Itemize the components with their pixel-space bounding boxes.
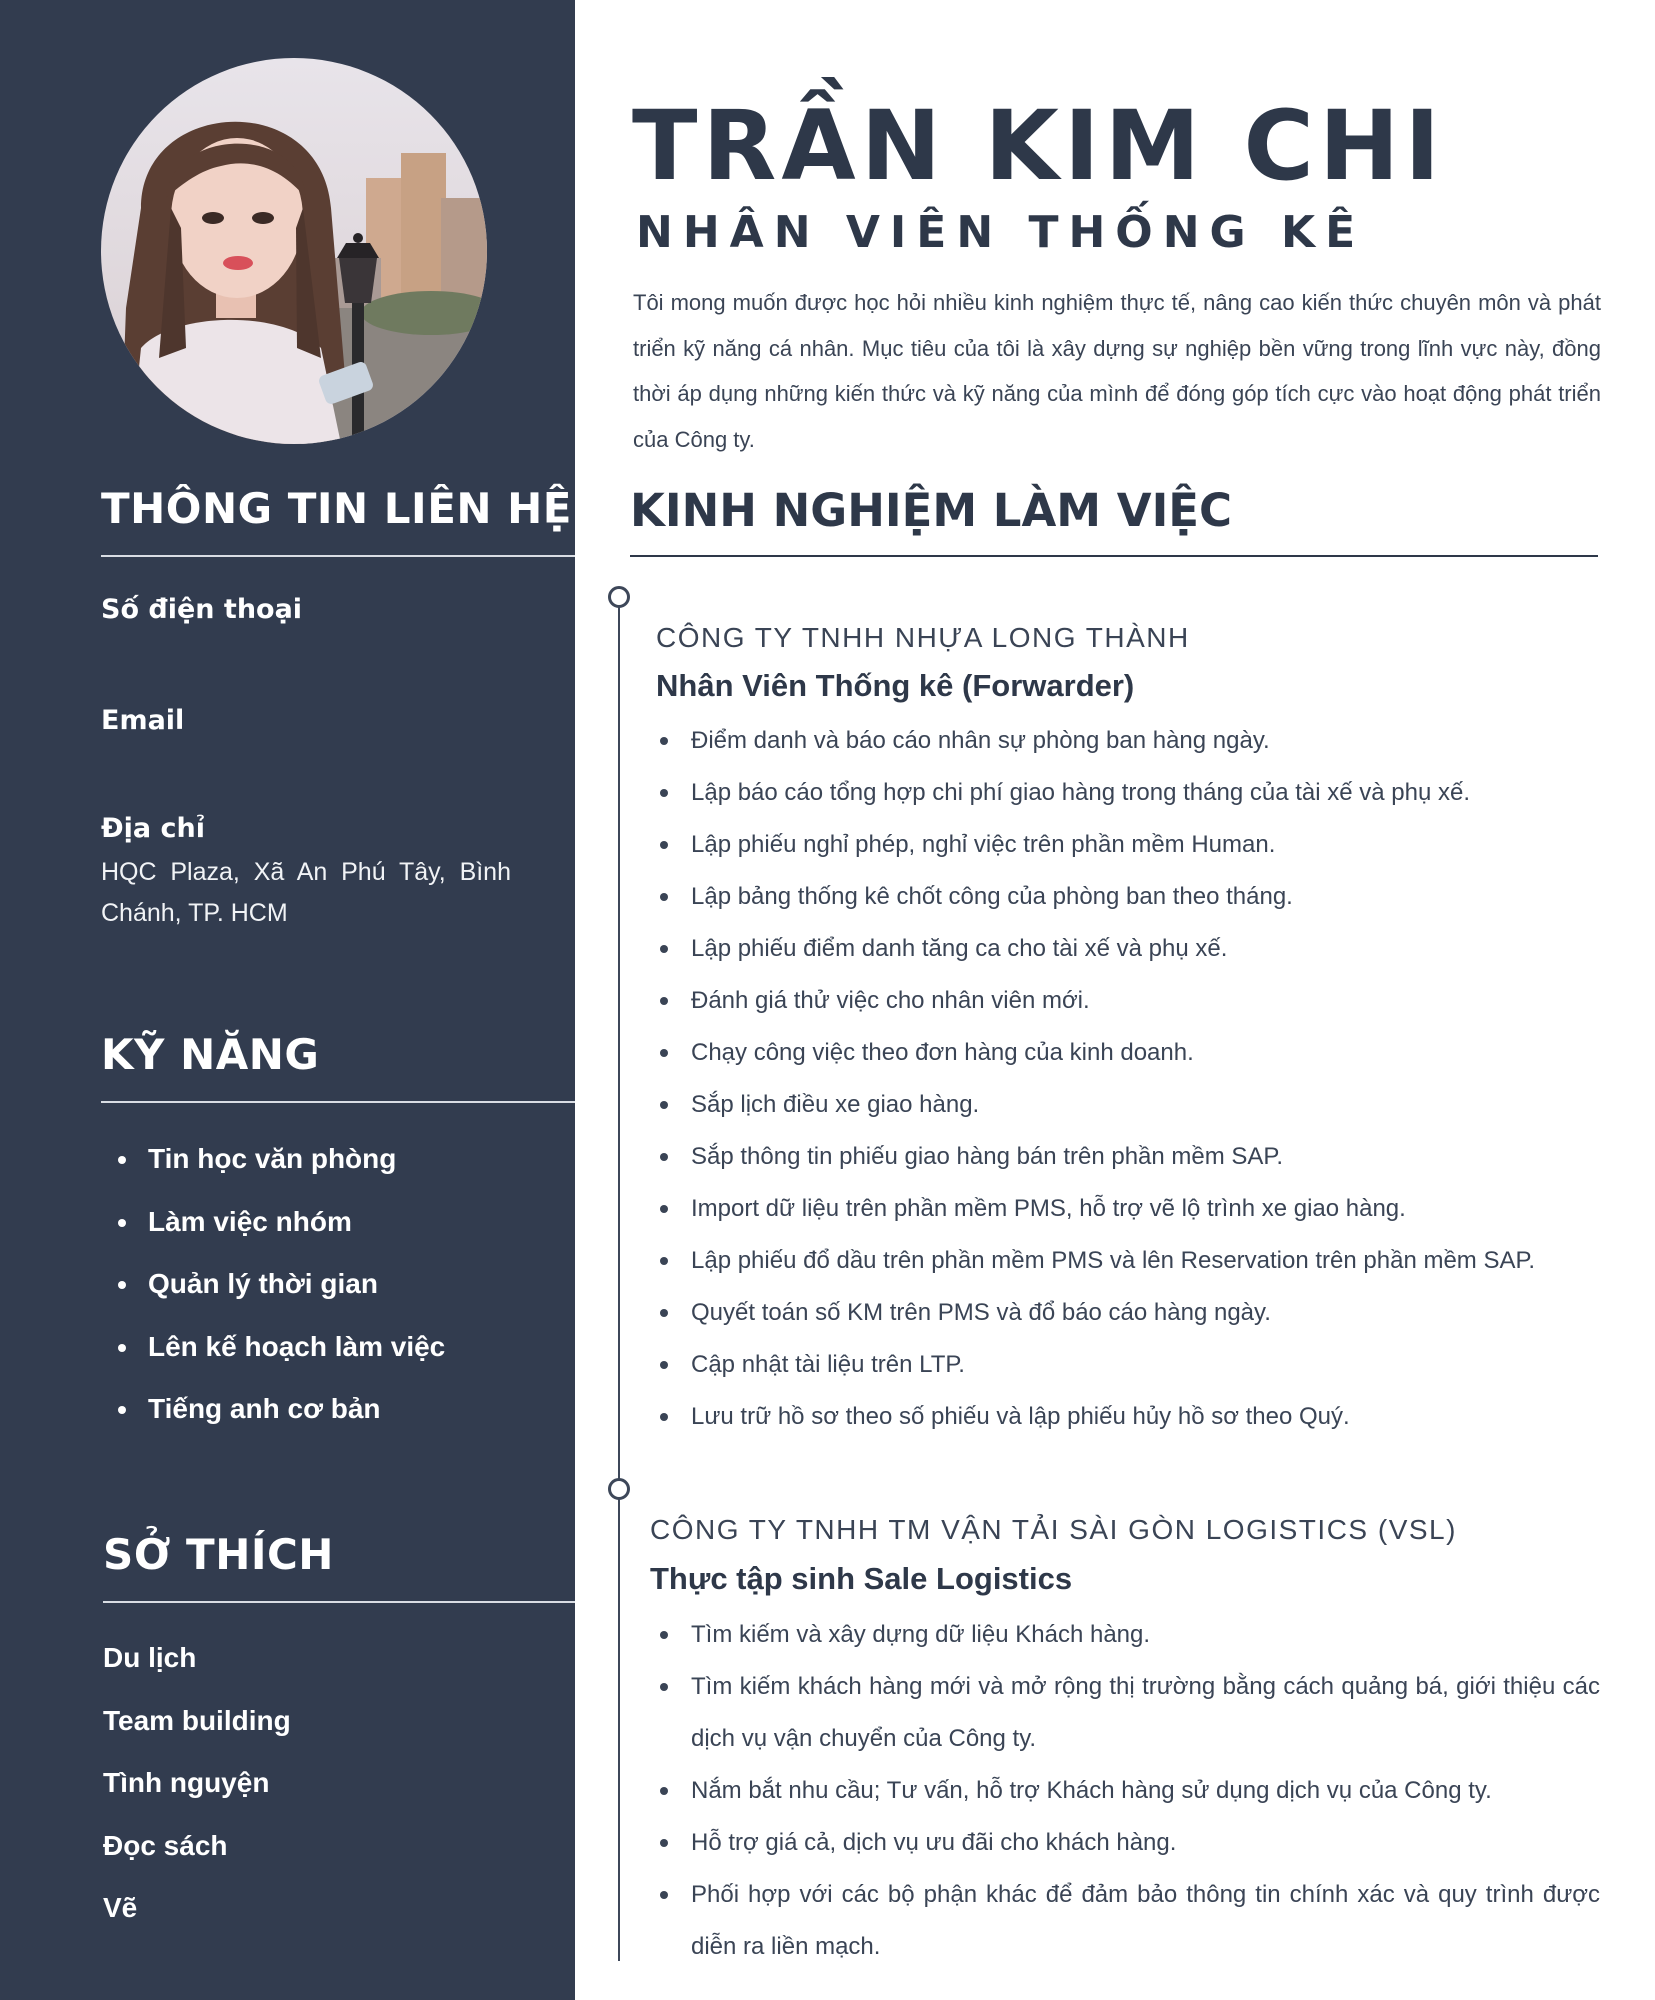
contact-heading: THÔNG TIN LIÊN HỆ <box>101 484 572 533</box>
hobby-item: Team building <box>103 1704 291 1736</box>
duties-list <box>656 1609 1600 1973</box>
duty-item: Nắm bắt nhu cầu; Tư vấn, hỗ trợ Khách hàng sử dụng dịch vụ của Công ty. <box>656 1765 1600 1817</box>
hobby-item: Đọc sách <box>103 1829 228 1861</box>
duty-item: Quyết toán số KM trên PMS và đổ báo cáo hàng ngày. <box>656 1287 1600 1339</box>
company-name: CÔNG TY TNHH NHỰA LONG THÀNH <box>656 622 1190 653</box>
company-name: CÔNG TY TNHH TM VẬN TẢI SÀI GÒN LOGISTICS (VSL) <box>650 1514 1457 1545</box>
email-label: Email <box>101 705 185 736</box>
duty-item: Lập phiếu điểm danh tăng ca cho tài xế và phụ xế. <box>656 923 1600 975</box>
career-objective: Tôi mong muốn được học hỏi nhiều kinh nghiệm thực tế, nâng cao kiến thức chuyên môn và phát triển kỹ năng cá nhân. Mục tiêu của tôi là xây dựng sự nghiệp bền vững trong lĩnh vực này, đồng thời áp dụng những kiến thức và kỹ năng của mình để đóng góp tích cực vào hoạt động phát triển của Công ty. <box>633 290 1601 452</box>
address-label: Địa chỉ <box>101 813 205 844</box>
duty-item: Lập phiếu nghỉ phép, nghỉ việc trên phần mềm Human. <box>656 819 1600 871</box>
address-value: HQC Plaza, Xã An Phú Tây, Bình Chánh, TP. HCM <box>101 858 511 927</box>
skill-item: Tin học văn phòng <box>101 1128 445 1191</box>
duty-item: Hỗ trợ giá cả, dịch vụ ưu đãi cho khách hàng. <box>656 1817 1600 1869</box>
job-role: Thực tập sinh Sale Logistics <box>650 1561 1073 1596</box>
duty-item: Tìm kiếm và xây dựng dữ liệu Khách hàng. <box>656 1609 1600 1661</box>
timeline-dot <box>608 1478 630 1500</box>
hobby-item: Du lịch <box>103 1642 197 1673</box>
skill-item: Tiếng anh cơ bản <box>101 1378 445 1441</box>
duty-item: Tìm kiếm khách hàng mới và mở rộng thị trường bằng cách quảng bá, giới thiệu các dịch vụ vận chuyển của Công ty. <box>656 1661 1600 1765</box>
hobbies-divider <box>103 1601 575 1603</box>
timeline-dot <box>608 586 630 608</box>
duty-item: Sắp lịch điều xe giao hàng. <box>656 1079 1600 1131</box>
job-title: NHÂN VIÊN THỐNG KÊ <box>636 207 1366 258</box>
duty-item: Sắp thông tin phiếu giao hàng bán trên phần mềm SAP. <box>656 1131 1600 1183</box>
hobby-item: Vẽ <box>103 1892 138 1923</box>
duty-item: Phối hợp với các bộ phận khác để đảm bảo thông tin chính xác và quy trình được diễn ra liền mạch. <box>656 1869 1600 1973</box>
profile-photo <box>101 58 487 444</box>
duty-item: Lập phiếu đổ dầu trên phần mềm PMS và lên Reservation trên phần mềm SAP. <box>656 1235 1600 1287</box>
phone-label: Số điện thoại <box>101 594 303 625</box>
hobbies-heading: SỞ THÍCH <box>103 1530 334 1579</box>
skill-item: Lên kế hoạch làm việc <box>101 1316 445 1379</box>
duties-list <box>656 715 1600 1443</box>
experience-divider <box>630 555 1598 557</box>
duty-item: Điểm danh và báo cáo nhân sự phòng ban hàng ngày. <box>656 715 1600 767</box>
contact-divider <box>101 555 575 557</box>
duty-item: Import dữ liệu trên phần mềm PMS, hỗ trợ vẽ lộ trình xe giao hàng. <box>656 1183 1600 1235</box>
skills-list <box>101 1128 445 1441</box>
hobby-item: Tình nguyện <box>103 1767 270 1798</box>
job-role: Nhân Viên Thống kê (Forwarder) <box>656 668 1135 703</box>
duty-item: Cập nhật tài liệu trên LTP. <box>656 1339 1600 1391</box>
duty-item: Chạy công việc theo đơn hàng của kinh doanh. <box>656 1027 1600 1079</box>
experience-heading: KINH NGHIỆM LÀM VIỆC <box>630 484 1233 537</box>
skill-item: Quản lý thời gian <box>101 1253 445 1316</box>
skills-divider <box>101 1101 575 1103</box>
hobbies-list <box>103 1627 291 1940</box>
profile-photo-illustration <box>101 58 487 444</box>
skills-heading: KỸ NĂNG <box>101 1030 320 1079</box>
duty-item: Lập báo cáo tổng hợp chi phí giao hàng trong tháng của tài xế và phụ xế. <box>656 767 1600 819</box>
timeline-line <box>618 606 620 1961</box>
candidate-name: TRẦN KIM CHI <box>632 90 1446 202</box>
skill-item: Làm việc nhóm <box>101 1191 445 1254</box>
sidebar <box>0 0 575 2000</box>
duty-item: Lập bảng thống kê chốt công của phòng ban theo tháng. <box>656 871 1600 923</box>
duty-item: Đánh giá thử việc cho nhân viên mới. <box>656 975 1600 1027</box>
duty-item: Lưu trữ hồ sơ theo số phiếu và lập phiếu hủy hồ sơ theo Quý. <box>656 1391 1600 1443</box>
